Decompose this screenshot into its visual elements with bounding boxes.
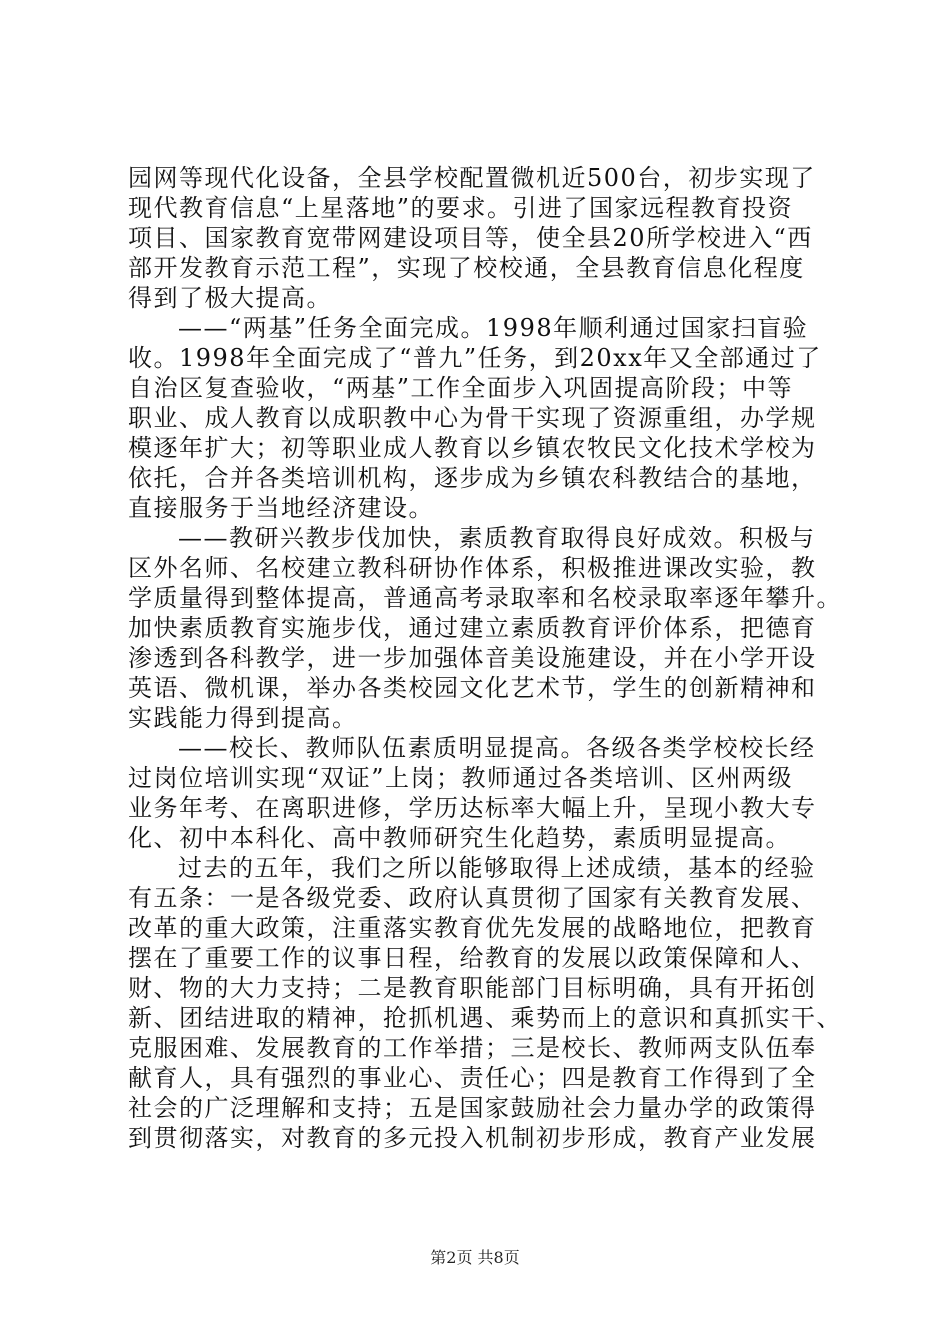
text-line: 加快素质教育实施步伐，通过建立素质教育评价体系，把德育 [128,614,817,642]
text-line: 自治区复查验收，“两基”工作全面步入巩固提高阶段；中等 [128,374,794,402]
text-line: 现代教育信息“上星落地”的要求。引进了国家远程教育投资 [128,194,794,222]
paragraph-start-line: ——教研兴教步伐加快，素质教育取得良好成效。积极与 [178,524,816,552]
text-line: 财、物的大力支持；二是教育职能部门目标明确，具有开拓创 [128,974,817,1002]
text-line: 直接服务于当地经济建设。 [128,494,434,522]
text-line: 职业、成人教育以成职教中心为骨干实现了资源重组，办学规 [128,404,817,432]
text-line: 过岗位培训实现“双证”上岗；教师通过各类培训、区州两级 [128,764,794,792]
body-text [128,163,840,1153]
text-line: 献育人，具有强烈的事业心、责任心；四是教育工作得到了全 [128,1064,817,1092]
text-line: 收。1998年全面完成了“普九”任务，到20xx年又全部通过了 [128,344,822,372]
text-line: 部开发教育示范工程”，实现了校校通，全县教育信息化程度 [128,254,805,282]
text-line: 摆在了重要工作的议事日程，给教育的发展以政策保障和人、 [128,944,817,972]
text-line: 渗透到各科教学，进一步加强体音美设施建设，并在小学开设 [128,644,817,672]
text-line: 英语、微机课，举办各类校园文化艺术节，学生的创新精神和 [128,674,817,702]
text-line: 到贯彻落实，对教育的多元投入机制初步形成，教育产业发展 [128,1124,817,1152]
paragraph-start-line: ——校长、教师队伍素质明显提高。各级各类学校校长经 [178,734,816,762]
text-line: 园网等现代化设备，全县学校配置微机近500台，初步实现了 [128,164,816,192]
text-line: 依托，合并各类培训机构，逐步成为乡镇农科教结合的基地， [128,464,817,492]
paragraph-start-line: 过去的五年，我们之所以能够取得上述成绩，基本的经验 [178,854,816,882]
paragraph-start-line: ——“两基”任务全面完成。1998年顺利通过国家扫盲验 [178,314,809,342]
text-line: 实践能力得到提高。 [128,704,358,732]
text-line: 克服困难、发展教育的工作举措；三是校长、教师两支队伍奉 [128,1034,817,1062]
text-line: 新、团结进取的精神，抢抓机遇、乘势而上的意识和真抓实干、 [128,1004,842,1032]
text-line: 模逐年扩大；初等职业成人教育以乡镇农牧民文化技术学校为 [128,434,817,462]
text-line: 区外名师、名校建立教科研协作体系，积极推进课改实验，教 [128,554,817,582]
text-line: 业务年考、在离职进修，学历达标率大幅上升，呈现小教大专 [128,794,817,822]
text-line: 社会的广泛理解和支持；五是国家鼓励社会力量办学的政策得 [128,1094,817,1122]
text-line: 化、初中本科化、高中教师研究生化趋势，素质明显提高。 [128,824,791,852]
text-line: 学质量得到整体提高，普通高考录取率和名校录取率逐年攀升。 [128,584,842,612]
text-line: 有五条：一是各级党委、政府认真贯彻了国家有关教育发展、 [128,884,817,912]
text-line: 得到了极大提高。 [128,284,332,312]
text-line: 改革的重大政策，注重落实教育优先发展的战略地位，把教育 [128,914,817,942]
page-footer: 第2页 共8页 [430,1248,520,1267]
text-line: 项目、国家教育宽带网建设项目等，使全县20所学校进入“西 [128,224,813,252]
